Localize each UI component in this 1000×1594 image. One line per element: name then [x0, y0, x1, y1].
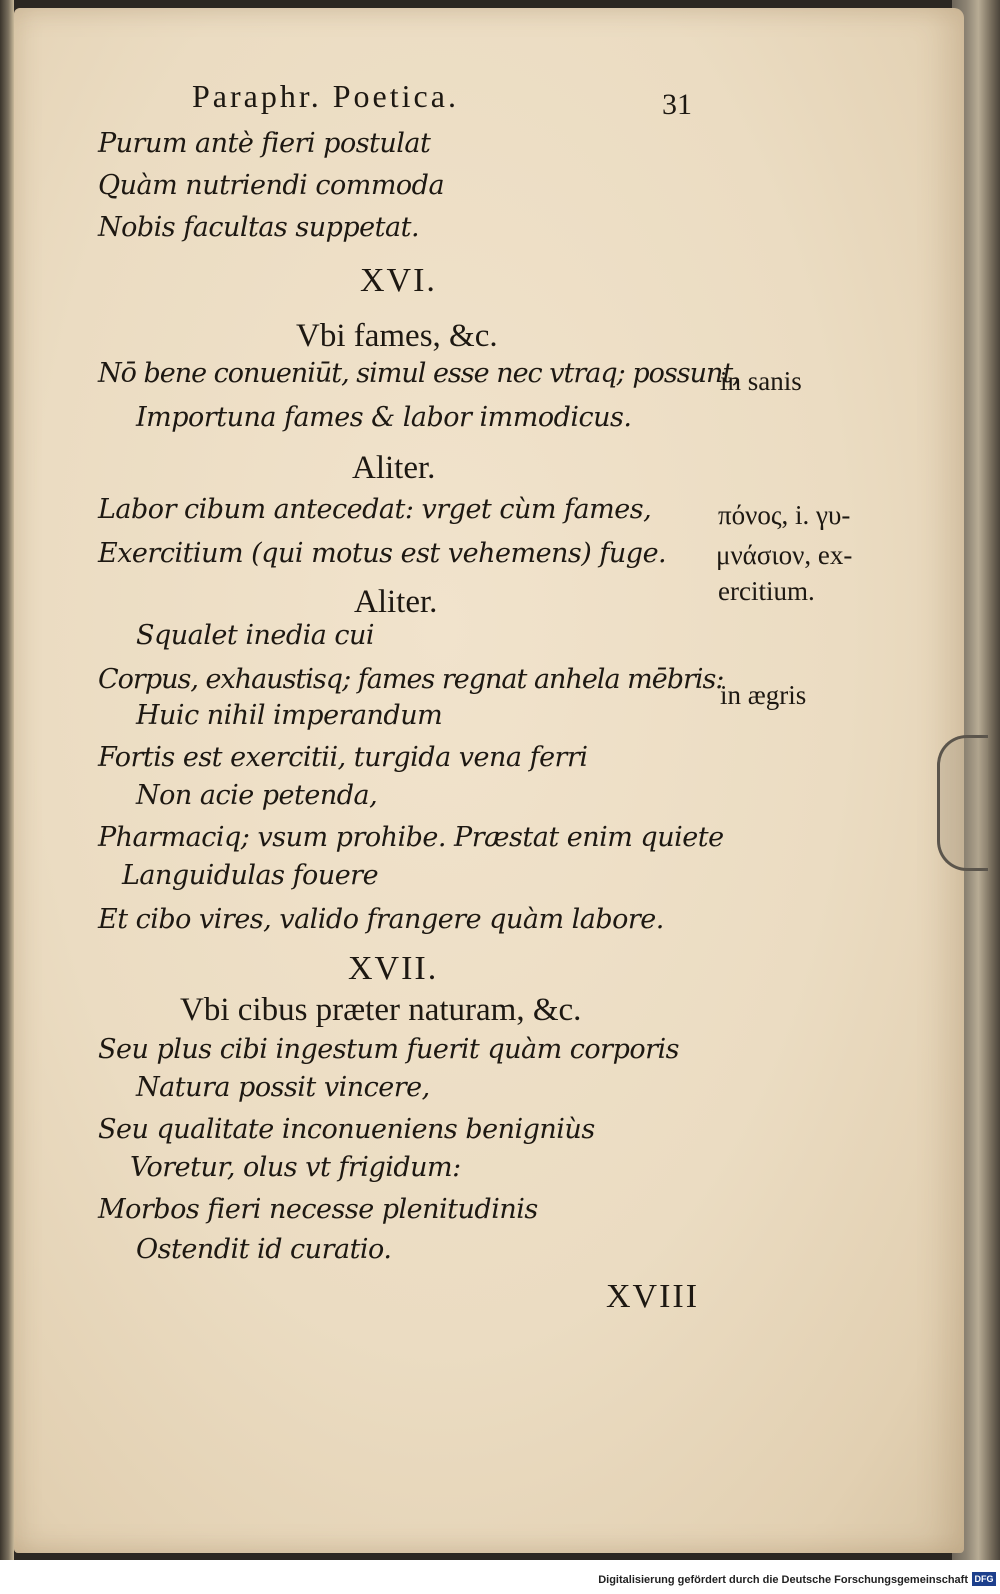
verse-line: Corpus, exhaustisq; fames regnat anhela mēbris: — [98, 664, 724, 695]
dfg-logo: DFG — [972, 1572, 996, 1586]
verse-line: Ostendit id curatio. — [136, 1234, 392, 1265]
greek-margin-note: ercitium. — [718, 576, 815, 606]
section-incipit-xvii: Vbi cibus præter naturam, &c. — [180, 992, 582, 1028]
verse-line: Huic nihil imperandum — [136, 700, 443, 731]
verse-line: Morbos fieri necesse plenitudinis — [98, 1194, 538, 1225]
verse-line: Voretur, olus vt frigidum: — [130, 1152, 461, 1183]
section-incipit-xvi: Vbi fames, &c. — [296, 318, 498, 354]
verse-line: Non acie petenda, — [136, 780, 378, 811]
book-gutter — [0, 0, 14, 1560]
verse-line: Seu plus cibi ingestum fuerit quàm corporis — [98, 1034, 680, 1065]
digitization-credit: Digitalisierung gefördert durch die Deutsche Forschungsgemeinschaft — [598, 1574, 968, 1586]
verse-line: Nobis facultas suppetat. — [98, 212, 420, 243]
aliter-heading: Aliter. — [354, 584, 438, 620]
verse-line: Seu qualitate inconueniens benigniùs — [98, 1114, 595, 1145]
aliter-heading: Aliter. — [352, 450, 436, 486]
verse-line: Pharmaciq; vsum prohibe. Præstat enim quiete — [98, 822, 724, 853]
margin-note: in ægris — [720, 680, 807, 710]
verse-line: Labor cibum antecedat: vrget cùm fames, — [98, 494, 652, 525]
page-clip — [937, 735, 988, 871]
page-number: 31 — [662, 88, 692, 121]
verse-line: Fortis est exercitii, turgida vena ferri — [98, 742, 588, 773]
verse-line: Purum antè fieri postulat — [98, 128, 431, 159]
greek-margin-note: μνάσιον, ex- — [716, 540, 853, 570]
running-title: Paraphr. Poetica. — [192, 78, 459, 114]
verse-line: Natura possit vincere, — [136, 1072, 430, 1103]
verse-line: Languidulas fouere — [122, 860, 379, 891]
verse-line: Importuna fames & labor immodicus. — [136, 402, 632, 433]
verse-line: Exercitium (qui motus est vehemens) fuge. — [98, 538, 667, 569]
section-numeral-xvi: XVI. — [360, 262, 437, 299]
verse-line: Squalet inedia cui — [136, 620, 375, 651]
catchword: XVIII — [606, 1278, 700, 1315]
verse-line: Nō bene conueniūt, simul esse nec vtraq; possunt, — [98, 358, 740, 389]
section-numeral-xvii: XVII. — [348, 950, 439, 987]
greek-margin-note: πόνος, i. γυ- — [718, 500, 851, 530]
verse-line: Quàm nutriendi commoda — [98, 170, 445, 201]
margin-note: in sanis — [720, 366, 802, 396]
verse-line: Et cibo vires, valido frangere quàm labore. — [98, 904, 664, 935]
